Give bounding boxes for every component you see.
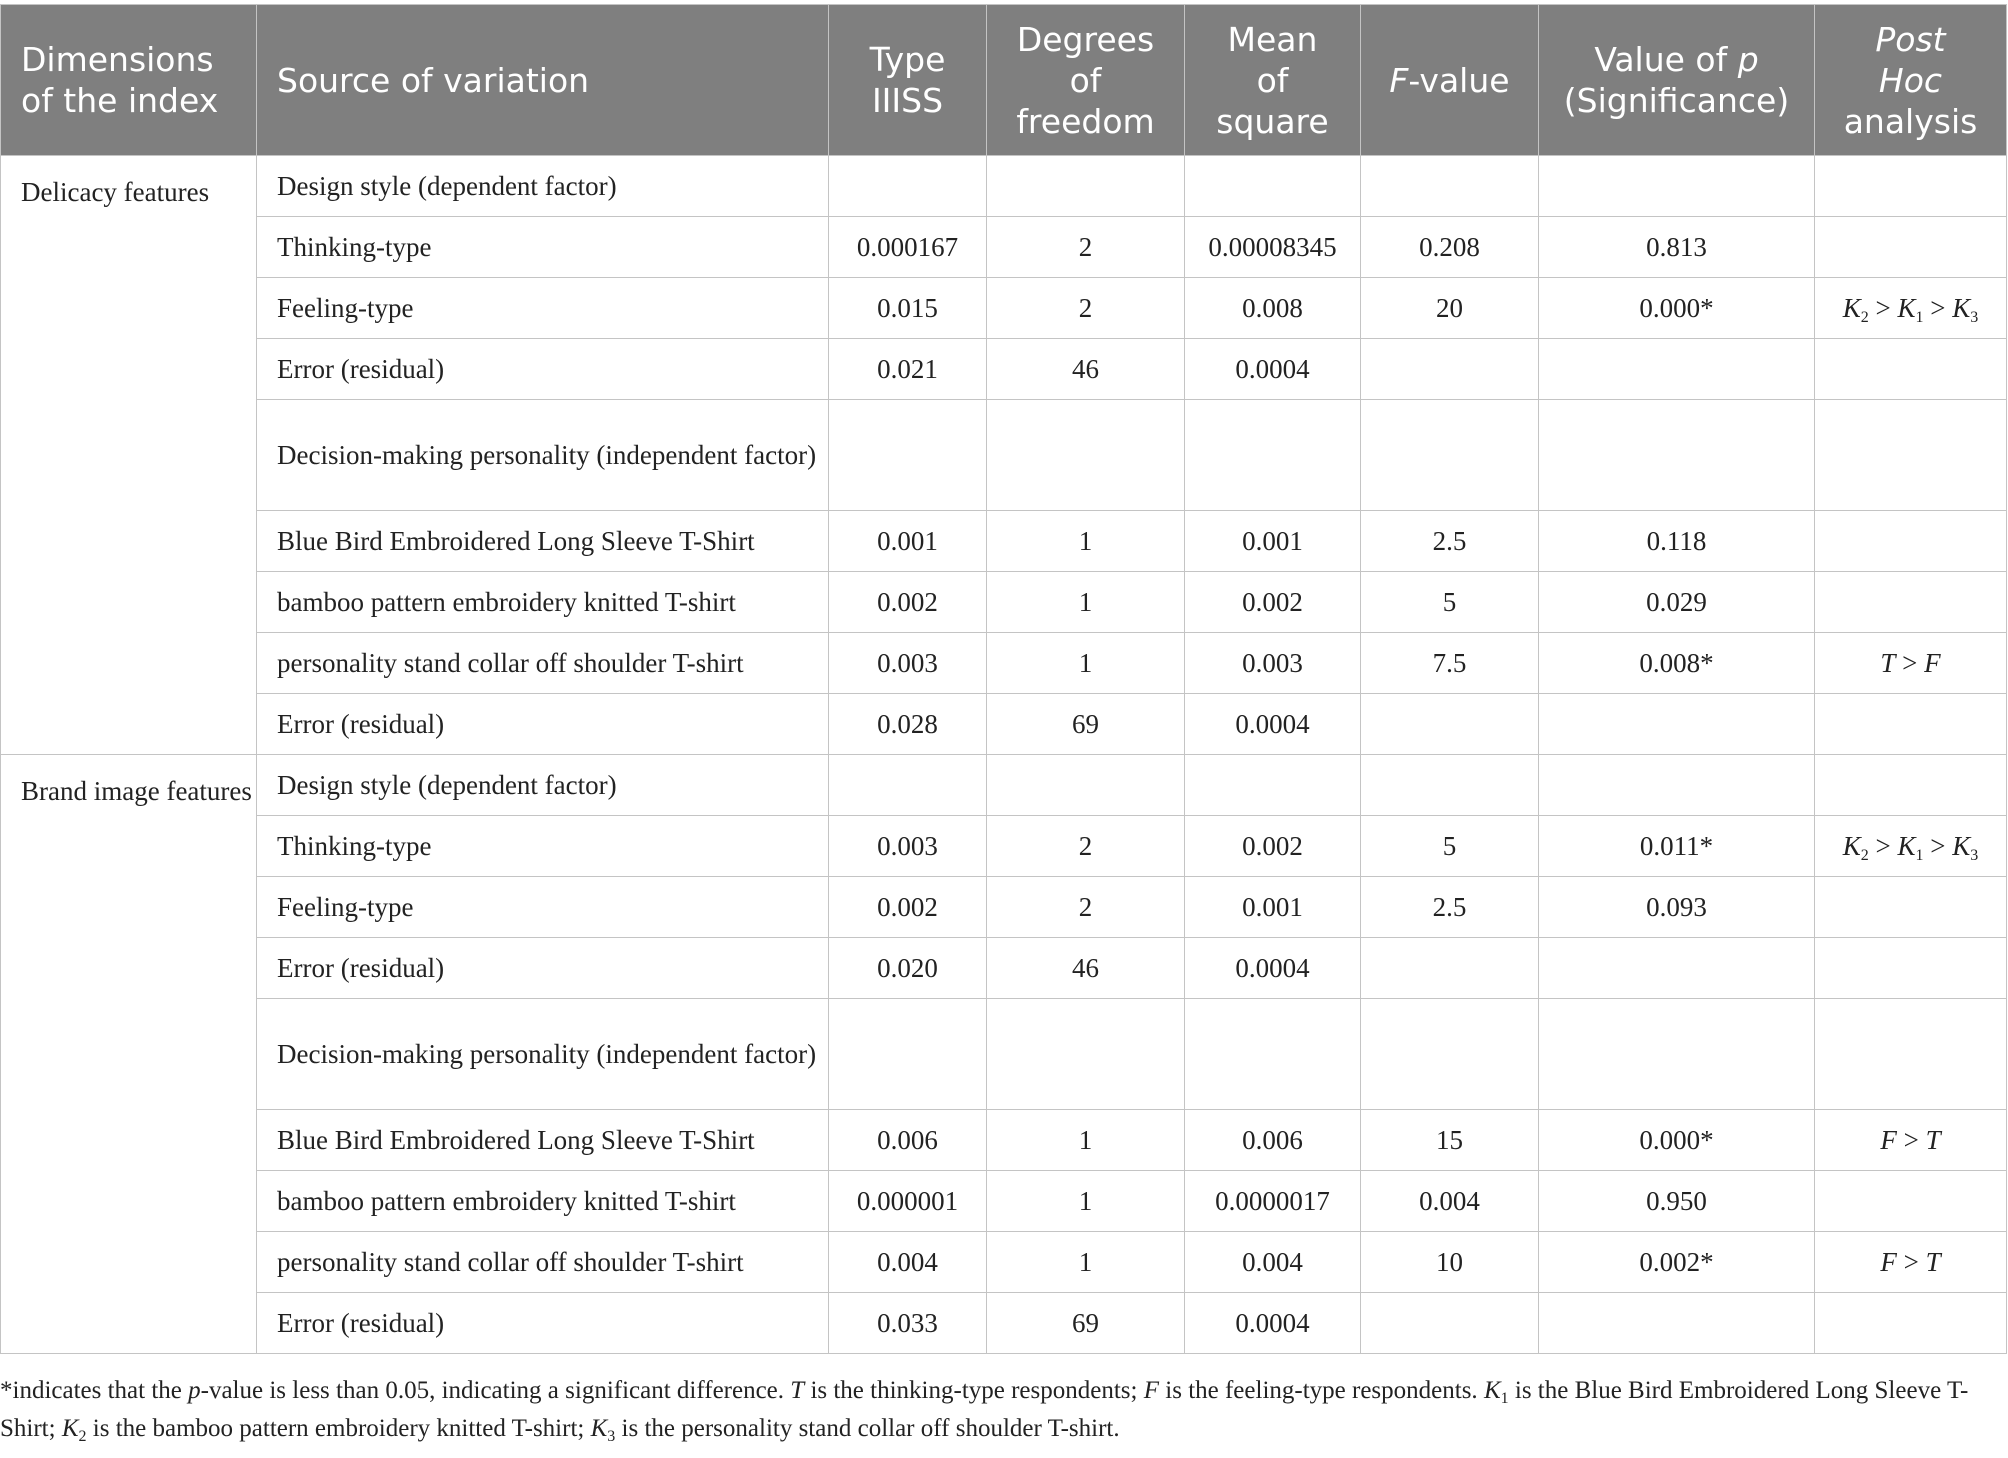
- df-cell: [987, 400, 1185, 511]
- header-dimensions: Dimensions of the index: [1, 5, 257, 156]
- p-cell: 0.008*: [1539, 633, 1815, 694]
- table-row: [1, 816, 2007, 877]
- footnote-part: T: [790, 1377, 805, 1404]
- p-cell: [1539, 755, 1815, 816]
- footnote-part: 2: [78, 1428, 87, 1445]
- table-row: [1, 572, 2007, 633]
- source-cell: bamboo pattern embroidery knitted T-shirt: [257, 1171, 829, 1232]
- source-cell: personality stand collar off shoulder T-shirt: [257, 633, 829, 694]
- posthoc-cell: $K_2 > K_1 > K_3$: [1815, 816, 2007, 877]
- df-cell: [987, 755, 1185, 816]
- header-row: [1, 5, 2007, 156]
- ss-cell: 0.001: [829, 511, 987, 572]
- posthoc-cell: [1815, 1171, 2007, 1232]
- table-row: [1, 877, 2007, 938]
- ss-cell: 0.003: [829, 816, 987, 877]
- source-cell: personality stand collar off shoulder T-shirt: [257, 1232, 829, 1293]
- posthoc-cell: [1815, 938, 2007, 999]
- table-row: [1, 1232, 2007, 1293]
- posthoc-cell: F > T: [1815, 1110, 2007, 1171]
- footnote-part: 1: [1500, 1390, 1509, 1407]
- ms-cell: 0.0004: [1185, 339, 1361, 400]
- ss-cell: 0.020: [829, 938, 987, 999]
- f-cell: [1361, 694, 1539, 755]
- source-cell: Error (residual): [257, 938, 829, 999]
- table-row: [1, 278, 2007, 339]
- header-f-italic: F: [1389, 60, 1409, 100]
- df-cell: 69: [987, 1293, 1185, 1354]
- df-cell: 1: [987, 633, 1185, 694]
- ss-cell: 0.028: [829, 694, 987, 755]
- table-row: [1, 400, 2007, 511]
- table-row: [1, 1110, 2007, 1171]
- df-cell: 1: [987, 1232, 1185, 1293]
- ms-cell: [1185, 156, 1361, 217]
- posthoc-cell: [1815, 1293, 2007, 1354]
- source-cell: Feeling-type: [257, 278, 829, 339]
- table-row: [1, 633, 2007, 694]
- ss-cell: 0.033: [829, 1293, 987, 1354]
- p-cell: [1539, 156, 1815, 217]
- p-cell: [1539, 1293, 1815, 1354]
- table-row: [1, 217, 2007, 278]
- f-cell: 0.208: [1361, 217, 1539, 278]
- ss-cell: 0.000167: [829, 217, 987, 278]
- p-cell: 0.093: [1539, 877, 1815, 938]
- footnote-part: is the personality stand collar off shoulder T-shirt.: [615, 1415, 1120, 1442]
- df-cell: 1: [987, 572, 1185, 633]
- ss-cell: 0.003: [829, 633, 987, 694]
- df-cell: 1: [987, 1110, 1185, 1171]
- footnote-part: is the bamboo pattern embroidery knitted T-shirt;: [86, 1415, 591, 1442]
- footnote-part: is the feeling-type respondents.: [1159, 1377, 1484, 1404]
- source-cell: Decision-making personality (independent factor): [257, 999, 829, 1110]
- posthoc-cell: F > T: [1815, 1232, 2007, 1293]
- df-cell: [987, 999, 1185, 1110]
- posthoc-cell: [1815, 999, 2007, 1110]
- f-cell: 2.5: [1361, 877, 1539, 938]
- header-p-value: Value of p (Significance): [1539, 5, 1815, 156]
- f-cell: 20: [1361, 278, 1539, 339]
- source-cell: Thinking-type: [257, 816, 829, 877]
- source-cell: Blue Bird Embroidered Long Sleeve T-Shirt: [257, 1110, 829, 1171]
- ms-cell: 0.0000017: [1185, 1171, 1361, 1232]
- ms-cell: 0.003: [1185, 633, 1361, 694]
- footnote-part: p: [188, 1377, 201, 1404]
- posthoc-cell: [1815, 217, 2007, 278]
- ss-cell: [829, 156, 987, 217]
- posthoc-cell: [1815, 156, 2007, 217]
- source-cell: Error (residual): [257, 1293, 829, 1354]
- f-cell: 5: [1361, 816, 1539, 877]
- footnote-part: *indicates that the: [0, 1377, 189, 1404]
- ms-cell: 0.0004: [1185, 938, 1361, 999]
- p-cell: [1539, 339, 1815, 400]
- df-cell: 2: [987, 278, 1185, 339]
- anova-table: [0, 4, 2007, 1354]
- f-cell: [1361, 755, 1539, 816]
- p-cell: [1539, 999, 1815, 1110]
- table-row: [1, 156, 2007, 217]
- p-cell: 0.002*: [1539, 1232, 1815, 1293]
- ms-cell: 0.006: [1185, 1110, 1361, 1171]
- p-cell: [1539, 938, 1815, 999]
- df-cell: 1: [987, 1171, 1185, 1232]
- header-source: Source of variation: [257, 5, 829, 156]
- table-row: [1, 339, 2007, 400]
- df-cell: 69: [987, 694, 1185, 755]
- header-type-iiiss: Type IIISS: [829, 5, 987, 156]
- ms-cell: 0.0004: [1185, 1293, 1361, 1354]
- f-cell: [1361, 400, 1539, 511]
- header-mean-of-square: Mean of square: [1185, 5, 1361, 156]
- df-cell: [987, 156, 1185, 217]
- p-cell: 0.000*: [1539, 1110, 1815, 1171]
- ms-cell: 0.00008345: [1185, 217, 1361, 278]
- header-f-value: [1361, 5, 1539, 156]
- p-cell: [1539, 400, 1815, 511]
- table-row: [1, 999, 2007, 1110]
- ms-cell: [1185, 755, 1361, 816]
- ss-cell: 0.002: [829, 572, 987, 633]
- footnote-part: is the thinking-type respondents;: [804, 1377, 1144, 1404]
- footnote-part: is the Blue Bird Embroidered Long Sleeve T-Shirt;: [0, 1377, 1969, 1442]
- df-cell: 2: [987, 816, 1185, 877]
- f-cell: 5: [1361, 572, 1539, 633]
- p-cell: 0.118: [1539, 511, 1815, 572]
- posthoc-cell: [1815, 572, 2007, 633]
- ss-cell: 0.021: [829, 339, 987, 400]
- ss-cell: 0.000001: [829, 1171, 987, 1232]
- posthoc-cell: [1815, 694, 2007, 755]
- posthoc-cell: T > F: [1815, 633, 2007, 694]
- footnote-part: 3: [607, 1428, 616, 1445]
- dimension-cell: Delicacy features: [1, 156, 257, 755]
- table-row: [1, 755, 2007, 816]
- source-cell: Error (residual): [257, 694, 829, 755]
- df-cell: 46: [987, 339, 1185, 400]
- p-cell: 0.029: [1539, 572, 1815, 633]
- footnote-part: K: [61, 1415, 79, 1442]
- f-cell: [1361, 938, 1539, 999]
- source-cell: Feeling-type: [257, 877, 829, 938]
- ms-cell: 0.0004: [1185, 694, 1361, 755]
- f-cell: 2.5: [1361, 511, 1539, 572]
- p-cell: [1539, 694, 1815, 755]
- ss-cell: 0.004: [829, 1232, 987, 1293]
- table-row: [1, 938, 2007, 999]
- f-cell: [1361, 999, 1539, 1110]
- ms-cell: 0.001: [1185, 511, 1361, 572]
- ss-cell: 0.002: [829, 877, 987, 938]
- source-cell: Error (residual): [257, 339, 829, 400]
- posthoc-cell: [1815, 511, 2007, 572]
- posthoc-cell: [1815, 400, 2007, 511]
- table-body: [1, 156, 2007, 1354]
- f-cell: [1361, 339, 1539, 400]
- df-cell: 1: [987, 511, 1185, 572]
- posthoc-cell: [1815, 339, 2007, 400]
- table-row: [1, 1293, 2007, 1354]
- header-f-rest: -value: [1408, 60, 1510, 100]
- p-cell: 0.011*: [1539, 816, 1815, 877]
- posthoc-cell: $K_2 > K_1 > K_3$: [1815, 278, 2007, 339]
- ms-cell: 0.002: [1185, 572, 1361, 633]
- table-footnote: [0, 1372, 2000, 1448]
- ms-cell: 0.004: [1185, 1232, 1361, 1293]
- source-cell: Decision-making personality (independent factor): [257, 400, 829, 511]
- f-cell: [1361, 156, 1539, 217]
- p-cell: 0.000*: [1539, 278, 1815, 339]
- footnote-part: F: [1143, 1377, 1160, 1404]
- posthoc-cell: [1815, 877, 2007, 938]
- ss-cell: 0.006: [829, 1110, 987, 1171]
- f-cell: [1361, 1293, 1539, 1354]
- table-row: [1, 1171, 2007, 1232]
- ms-cell: [1185, 999, 1361, 1110]
- f-cell: 7.5: [1361, 633, 1539, 694]
- p-cell: 0.950: [1539, 1171, 1815, 1232]
- table-row: [1, 694, 2007, 755]
- f-cell: 0.004: [1361, 1171, 1539, 1232]
- ms-cell: 0.008: [1185, 278, 1361, 339]
- f-cell: 15: [1361, 1110, 1539, 1171]
- f-cell: 10: [1361, 1232, 1539, 1293]
- p-cell: 0.813: [1539, 217, 1815, 278]
- posthoc-cell: [1815, 755, 2007, 816]
- df-cell: 2: [987, 217, 1185, 278]
- ss-cell: [829, 400, 987, 511]
- source-cell: bamboo pattern embroidery knitted T-shirt: [257, 572, 829, 633]
- footnote-part: K: [1483, 1377, 1501, 1404]
- footnote-part: K: [590, 1415, 608, 1442]
- ss-cell: [829, 755, 987, 816]
- ms-cell: [1185, 400, 1361, 511]
- ms-cell: 0.002: [1185, 816, 1361, 877]
- dimension-cell: Brand image features: [1, 755, 257, 1354]
- header-post-hoc: Post Hoc analysis: [1815, 5, 2007, 156]
- source-cell: Design style (dependent factor): [257, 156, 829, 217]
- ss-cell: [829, 999, 987, 1110]
- ms-cell: 0.001: [1185, 877, 1361, 938]
- df-cell: 46: [987, 938, 1185, 999]
- source-cell: Thinking-type: [257, 217, 829, 278]
- footnote-part: -value is less than 0.05, indicating a significant difference.: [200, 1377, 791, 1404]
- df-cell: 2: [987, 877, 1185, 938]
- source-cell: Blue Bird Embroidered Long Sleeve T-Shirt: [257, 511, 829, 572]
- header-degrees-of-freedom: Degrees of freedom: [987, 5, 1185, 156]
- ss-cell: 0.015: [829, 278, 987, 339]
- source-cell: Design style (dependent factor): [257, 755, 829, 816]
- table-row: [1, 511, 2007, 572]
